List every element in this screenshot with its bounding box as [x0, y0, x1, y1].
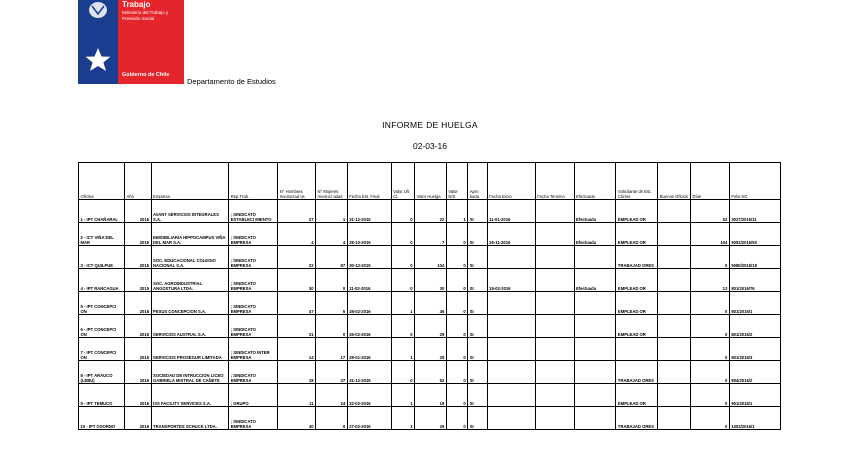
table-cell: 28-02-2016 — [347, 292, 391, 315]
table-cell — [658, 292, 691, 315]
table-cell: 52 — [690, 200, 729, 223]
table-cell — [658, 361, 691, 384]
table-cell — [658, 384, 691, 407]
table-cell: 2016 — [124, 384, 151, 407]
table-cell: 30 — [278, 269, 316, 292]
table-cell: EMPLEAD OR — [616, 384, 658, 407]
table-cell: 5 - IPT CONCEPCI ON — [79, 292, 125, 315]
table-cell: 29 — [415, 407, 447, 430]
table-cell: SI — [468, 223, 487, 246]
table-cell: ; SINDICATO EMPRESA — [229, 292, 278, 315]
table-cell: 26-11-2015 — [487, 223, 535, 246]
table-cell — [535, 246, 574, 269]
table-cell: 7 — [415, 223, 447, 246]
table-cell: 4 - IPT RANCAGUA — [79, 269, 125, 292]
table-cell: EMPLEAD OR — [616, 315, 658, 338]
table-cell — [535, 223, 574, 246]
table-cell: 9 - IPT TEMUCO — [79, 384, 125, 407]
table-cell: ; SINDICATO EMPRESA — [229, 315, 278, 338]
table-cell: 0 — [391, 315, 415, 338]
table-cell: EMPLEAD OR — [616, 223, 658, 246]
table-cell — [574, 246, 616, 269]
table-row — [79, 269, 781, 292]
table-cell: 6 - IPT CONCEPCI ON — [79, 315, 125, 338]
table-cell: 29 — [415, 315, 447, 338]
table-cell: 0 — [391, 200, 415, 223]
column-header: N° Hombres Involucrad os — [278, 163, 316, 200]
table-cell: 19-02-2016 — [487, 269, 535, 292]
logo-text-gobierno: Gobierno de Chile — [122, 72, 170, 78]
table-cell — [535, 292, 574, 315]
table-cell: 2016 — [124, 407, 151, 430]
table-cell: EMPLEAD OR — [616, 292, 658, 315]
table-cell: 0 — [316, 269, 348, 292]
table-cell — [535, 338, 574, 361]
table-cell — [487, 407, 535, 430]
table-cell: TRABAJAD ORES — [616, 246, 658, 269]
column-header: Solicitante de Est. Cliclos — [616, 163, 658, 200]
table-cell — [616, 338, 658, 361]
table-header-row — [79, 163, 781, 200]
table-cell: SI — [468, 407, 487, 430]
table-cell: 0 — [446, 315, 467, 338]
table-cell: ; SINDICATO EMPRESA — [229, 223, 278, 246]
table-cell: 4 — [316, 223, 348, 246]
table-cell: 0 — [690, 292, 729, 315]
report-date: 02-03-16 — [412, 141, 448, 151]
table-cell: SI — [468, 246, 487, 269]
table-row — [79, 407, 781, 430]
table-cell: 104 — [690, 223, 729, 246]
table-cell: 0 — [446, 269, 467, 292]
table-cell: 3027/2015/11 — [729, 200, 780, 223]
table-cell: SI — [468, 200, 487, 223]
column-header: Valor N/S — [446, 163, 467, 200]
table-cell: SERVICIOS PROSEGUR LIMITADA — [151, 338, 229, 361]
table-row — [79, 292, 781, 315]
table-cell: SI — [468, 315, 487, 338]
column-header: N° Mujeres Involucr adas — [316, 163, 348, 200]
table-cell: Efectuada — [574, 223, 616, 246]
table-cell: 0 — [316, 315, 348, 338]
table-cell: 0 — [316, 407, 348, 430]
table-cell: AVANT SERVICIOS INTEGRALES S.A. — [151, 200, 229, 223]
table-cell — [658, 269, 691, 292]
table-row — [79, 384, 781, 407]
table-cell — [535, 407, 574, 430]
table-cell: 22 — [278, 246, 316, 269]
table-cell: 7 - IPT CONCEPCI ON — [79, 338, 125, 361]
table-cell: SOCIEDAD DE INTRUCCION LICEO GABRIELA MISTRAL DE CAÑETE — [151, 361, 229, 384]
table-cell — [574, 338, 616, 361]
table-cell: 1003/2016/1 — [729, 407, 780, 430]
table-cell: 0 — [690, 384, 729, 407]
table-cell: 37 — [316, 361, 348, 384]
column-header: Oficina — [79, 163, 125, 200]
table-cell: 0 — [391, 223, 415, 246]
table-cell — [487, 315, 535, 338]
table-cell: ; SINDICATO ESTABLECI MIENTO — [229, 200, 278, 223]
table-cell: 2016 — [124, 361, 151, 384]
table-row — [79, 246, 781, 269]
column-header: Buenos Oficios — [658, 163, 691, 200]
table-cell: 11-01-2016 — [487, 200, 535, 223]
table-cell: SI — [468, 269, 487, 292]
table-cell: ; GRUPO — [229, 384, 278, 407]
table-cell: 18 — [278, 361, 316, 384]
table-cell: ; SINDICATO EMPRESA — [229, 361, 278, 384]
table-cell: SI — [468, 338, 487, 361]
table-body — [79, 200, 781, 430]
table-cell: SERVICIOS AUSTRAL S.A. — [151, 315, 229, 338]
table-cell: 801/2016/2 — [729, 315, 780, 338]
table-cell: 0 — [446, 361, 467, 384]
table-cell: 801/2016/1 — [729, 292, 780, 315]
table-cell: 5 — [316, 292, 348, 315]
table-cell: 30 — [415, 269, 447, 292]
table-cell: 2016 — [124, 315, 151, 338]
table-cell: 30 — [278, 407, 316, 430]
table-cell: 1 - IPT CHAÑARAL — [79, 200, 125, 223]
table-cell: 1 — [391, 292, 415, 315]
column-header: Rep.Trab. — [229, 163, 278, 200]
table-cell: 13 — [690, 269, 729, 292]
table-cell: 0 — [446, 338, 467, 361]
table-cell: 28-01-2016 — [347, 338, 391, 361]
table-cell: 29 — [415, 338, 447, 361]
table-cell: 0 — [690, 407, 729, 430]
column-header: Folio NC — [729, 163, 780, 200]
table-cell: 4 — [278, 223, 316, 246]
table-cell: 0 — [391, 361, 415, 384]
table-cell: 104 — [415, 246, 447, 269]
table-cell: TRANSPORTES SCHUCK LTDA. — [151, 407, 229, 430]
report-title: INFORME DE HUELGA — [382, 120, 478, 130]
table-cell: 0 — [690, 361, 729, 384]
table-cell: 10 - IPT OSORNO — [79, 407, 125, 430]
table-cell: Efectuada — [574, 269, 616, 292]
column-header: Año — [124, 163, 151, 200]
table-cell — [535, 200, 574, 223]
column-header: Valor Ult. Cl. — [391, 163, 415, 200]
table-cell — [574, 361, 616, 384]
table-row — [79, 200, 781, 223]
table-cell: 1 — [446, 200, 467, 223]
table-cell: SOC. EDUCACIONAL COLEGIO NACIONAL S.A. — [151, 246, 229, 269]
table-cell — [658, 407, 691, 430]
table-cell — [487, 361, 535, 384]
column-header: Fecha Inicio — [487, 163, 535, 200]
table-cell: 0 — [690, 246, 729, 269]
table-cell: SI — [468, 361, 487, 384]
table-cell: 28-10-2015 — [347, 223, 391, 246]
table-cell: Efectuada — [574, 200, 616, 223]
table-cell: SOC. AGROINDUSTRIAL ANGOSTURA LTDA. — [151, 269, 229, 292]
table-cell: 3 - ICT QUILPUE — [79, 246, 125, 269]
table-cell: 1 — [391, 384, 415, 407]
table-cell — [658, 246, 691, 269]
table-cell: 2015 — [124, 269, 151, 292]
table-cell — [487, 384, 535, 407]
table-cell: 0 — [391, 269, 415, 292]
coat-of-arms-icon — [82, 0, 114, 22]
table-cell: 5052/2015/50 — [729, 223, 780, 246]
strike-report-table — [78, 162, 781, 430]
table-cell: 0 — [446, 292, 467, 315]
table-cell: 2016 — [124, 292, 151, 315]
table-cell: 24 — [316, 384, 348, 407]
table-cell — [487, 292, 535, 315]
table-row — [79, 223, 781, 246]
table-cell: INMOBILIARIA HIPPOCAMPUS VIÑA DEL MAR S.A. — [151, 223, 229, 246]
table-cell: 2015 — [124, 223, 151, 246]
table-cell — [487, 338, 535, 361]
logo-text-ministerio: Ministerio del Trabajo y Previsión Social — [122, 10, 169, 21]
table-cell — [535, 315, 574, 338]
table-cell: 5080/2015/18 — [729, 246, 780, 269]
table-cell: 31 — [278, 315, 316, 338]
table-row — [79, 361, 781, 384]
table-cell: 1 — [316, 200, 348, 223]
table-cell — [658, 223, 691, 246]
table-cell: 801/2016/3 — [729, 338, 780, 361]
table-cell: 0 — [446, 384, 467, 407]
table-row — [79, 338, 781, 361]
table-cell: 11-02-2016 — [347, 269, 391, 292]
table-cell: 14 — [278, 338, 316, 361]
table-cell: ; SINDICATO EMPRESA — [229, 407, 278, 430]
table-cell — [574, 407, 616, 430]
table-cell: 30-12-2015 — [347, 246, 391, 269]
table-row — [79, 315, 781, 338]
table-cell: 2016 — [124, 338, 151, 361]
column-header: Apro bada — [468, 163, 487, 200]
table-cell: 11 — [278, 384, 316, 407]
table-cell: 22 — [415, 200, 447, 223]
table-cell: 87 — [316, 246, 348, 269]
table-cell — [658, 315, 691, 338]
table-cell: 0 — [391, 246, 415, 269]
logo-text-trabajo: Trabajo — [122, 0, 151, 9]
table-cell: ; SINDICATO INTER EMPRESA — [229, 338, 278, 361]
table-cell: 46 — [415, 292, 447, 315]
table-cell: EMPLEAD OR — [616, 200, 658, 223]
table-cell: 1 — [391, 407, 415, 430]
table-cell: 31-12-2015 — [347, 361, 391, 384]
table-cell: 19 — [415, 384, 447, 407]
table-cell — [535, 384, 574, 407]
table-cell: 52 — [415, 361, 447, 384]
table-cell: 804/2016/2 — [729, 361, 780, 384]
column-header: Fecha Termino — [535, 163, 574, 200]
table-cell: 25-02-2016 — [347, 315, 391, 338]
table-cell: PESUS CONCEPCION S.A. — [151, 292, 229, 315]
table-cell: TRABAJAD ORES — [616, 361, 658, 384]
table-cell: 17 — [316, 338, 348, 361]
table-cell — [535, 269, 574, 292]
column-header: Fecha Est. Final — [347, 163, 391, 200]
table-cell: EMPLEAD OR — [616, 269, 658, 292]
table-cell: 0 — [446, 223, 467, 246]
table-cell: 0 — [446, 246, 467, 269]
table-cell: ; SINDICATO EMPRESA — [229, 269, 278, 292]
column-header: Valor Huelga — [415, 163, 447, 200]
star-icon — [84, 46, 112, 74]
gobierno-de-chile-logo — [78, 0, 184, 84]
table-cell: 2015 — [124, 246, 151, 269]
table-cell: 2 - ICT VIÑA DEL MAR — [79, 223, 125, 246]
table-cell: SI — [468, 384, 487, 407]
table-cell: 0 — [690, 338, 729, 361]
table-cell — [658, 338, 691, 361]
table-cell: 2015 — [124, 200, 151, 223]
table-cell — [574, 315, 616, 338]
table-cell: SI — [468, 292, 487, 315]
table-cell: 1 — [391, 338, 415, 361]
table-cell: 27 — [278, 200, 316, 223]
table-cell — [535, 361, 574, 384]
table-cell: 31-12-2015 — [347, 200, 391, 223]
table-cell: 8 - IPT ARAUCO (LEBU) — [79, 361, 125, 384]
table-cell: TRABAJAD ORES — [616, 407, 658, 430]
table-cell: 901/2016/1 — [729, 384, 780, 407]
column-header: Empresa — [151, 163, 229, 200]
table-cell — [574, 292, 616, 315]
column-header: Efectuada — [574, 163, 616, 200]
table-cell: ISS FACILITY SERVICES S.A. — [151, 384, 229, 407]
table-cell: ; SINDICATO EMPRESA — [229, 246, 278, 269]
table-cell: 0 — [690, 315, 729, 338]
table-cell — [658, 200, 691, 223]
table-cell: 27-02-2016 — [347, 407, 391, 430]
table-cell: 0 — [446, 407, 467, 430]
table-cell: 47 — [278, 292, 316, 315]
table-cell — [487, 246, 535, 269]
column-header: Días — [690, 163, 729, 200]
table-cell: 801/2016/76 — [729, 269, 780, 292]
department-label: Departamento de Estudios — [187, 77, 276, 86]
table-cell — [574, 384, 616, 407]
table-cell: 22-02-2016 — [347, 384, 391, 407]
